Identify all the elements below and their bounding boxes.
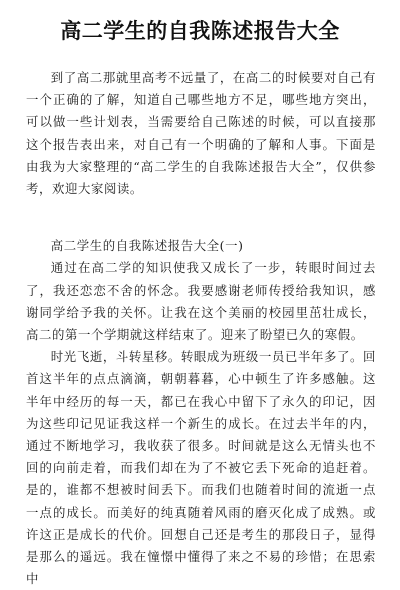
body-paragraph: 通过在高二学的知识使我又成长了一步，转眼时间过去了，我还恋恋不舍的怀念。我要感谢老师传授给我知识，感谢同学给予我的关怀。让我在这个美丽的校园里茁壮成长，高二的第一个学期就这样结束了。迎来了盼望已久的寒假。 <box>26 260 376 343</box>
body-paragraph: 时光飞逝，斗转星移。转眼成为班级一员已半年多了。回首这半年的点点滴滴，朝朝暮暮，心中顿生了许多感触。这半年中经历的每一天，都已在我心中留下了永久的印记，因为这些印记见证我这样一个新生的成长。在过去半年的内，通过不断地学习，我收获了很多。时间就是这么无情头也不回的向前走着，而我们却在为了不被它丢下死命的追赶着。是的，谁都不想被时间丢下。而我们也随着时间的流逝一点一点的成长。而美好的纯真随着风雨的磨灭化成了成熟。或许这正是成长的代价。回想自己还是考生的那段日子，显得是那么的遥远。我在憧憬中懂得了来之不易的珍惜；在思索中 <box>26 349 376 587</box>
section-heading: 高二学生的自我陈述报告大全(一) <box>50 238 244 254</box>
document-title: 高二学生的自我陈述报告大全 <box>60 19 340 43</box>
document-body <box>26 67 376 590</box>
intro-paragraph: 到了高二那就里高考不远量了，在高二的时候要对自己有一个正确的了解，知道自己哪些地方不足，哪些地方突出，可以做一些计划表，当需要给自己陈述的时候，可以直接那这个报告表出来，对自己有一个明确的了解和人事。下面是由我为大家整理的“高二学生的自我陈述报告大全”，仅供参考，欢迎大家阅读。 <box>26 70 376 197</box>
